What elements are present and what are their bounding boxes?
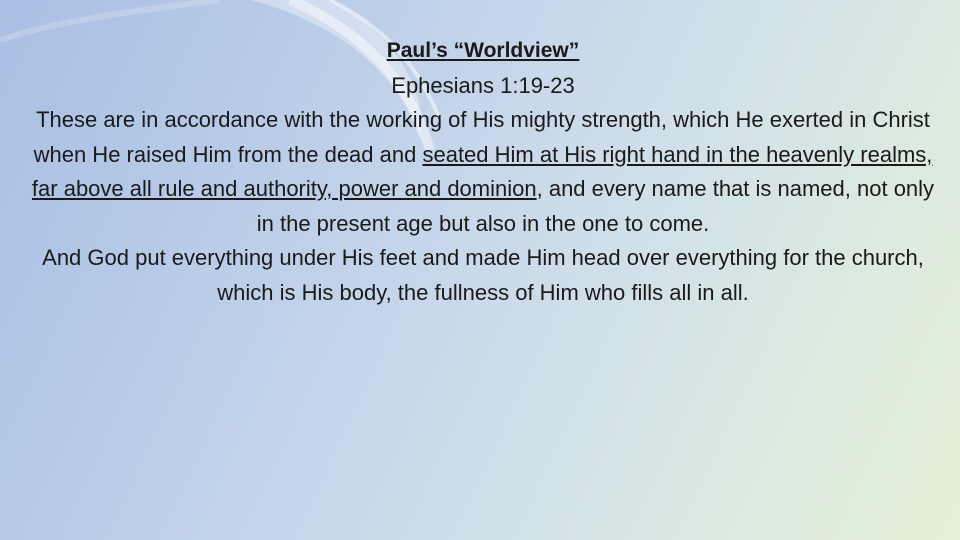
slide-title: Paul’s “Worldview”	[386, 39, 580, 62]
passage-text-1a: These are in accordance with the working of His mighty strength, which He exerted in Christ when He raised Him from the dead and	[33, 107, 930, 167]
passage-underlined-text: seated Him at His right hand in the heavenly realms, far above all rule and authority, power and dominion	[31, 141, 933, 201]
slide-body	[30, 34, 936, 310]
scripture-reference: Ephesians 1:19-23	[391, 72, 575, 98]
passage-text-1b: , and every name that is named, not only in the present age but also in the one to come.	[256, 176, 935, 236]
passage-paragraph-1	[30, 103, 936, 241]
passage-paragraph-2: And God put everything under His feet and made Him head over everything for the church, which is His body, the fullness of Him who fills all in all.	[42, 245, 924, 305]
